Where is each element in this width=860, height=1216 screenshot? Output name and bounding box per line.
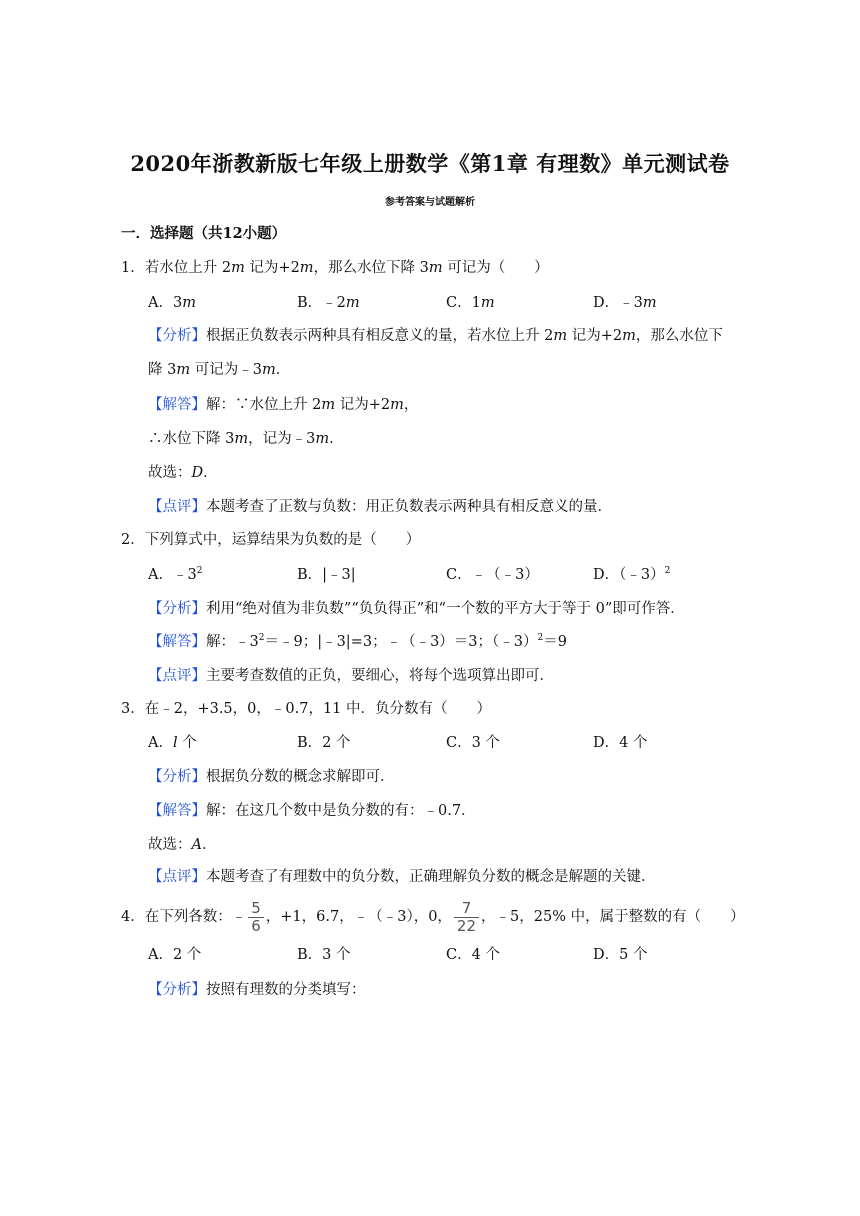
answer-tag: 【解答】: [148, 634, 206, 650]
q1-option-b: B．﹣2m: [297, 295, 360, 311]
analysis-tag: 【分析】: [148, 601, 206, 617]
answer-tag: 【解答】: [148, 803, 206, 819]
q2-option-d: D．（﹣3）$^2$: [593, 566, 671, 583]
q3-option-c: C．3 个: [446, 735, 500, 751]
q1-analysis-line2: 降 3m 可记为﹣3m．: [148, 362, 291, 378]
analysis-tag: 【分析】: [148, 328, 206, 344]
fraction-5-6: $\frac{5}{6}$: [248, 900, 264, 935]
q2-answer: 【解答】解：$﹣3^2=﹣9$；|﹣3|=3；﹣（﹣3）＝3；（﹣3）$^2$＝9: [148, 633, 567, 650]
q2-analysis: 【分析】利用“绝对值为非负数”“负负得正”和“一个数的平方大于等于 0”即可作答．: [148, 601, 685, 617]
q1-comment: 【点评】本题考查了正数与负数：用正负数表示两种具有相反意义的量．: [148, 499, 612, 515]
question-2-stem: 2．下列算式中，运算结果为负数的是（ ）: [121, 532, 421, 548]
q4-option-d: D．5 个: [593, 947, 648, 963]
q2-option-b: B．|﹣3|: [297, 567, 356, 583]
fraction-7-22: $\frac{7}{22}$: [454, 900, 479, 935]
q2-option-c: C．﹣（﹣3）: [446, 567, 539, 583]
q1-option-d: D．﹣3m: [593, 295, 657, 311]
q1-answer-line1: 【解答】解：∵水位上升 2m 记为+2m，: [148, 397, 419, 413]
q1-answer-line2: ∴水位下降 3m，记为﹣3m．: [148, 431, 344, 447]
q4-option-c: C．4 个: [446, 947, 500, 963]
comment-tag: 【点评】: [148, 869, 206, 885]
q2-comment: 【点评】主要考查数值的正负，要细心，将每个选项算出即可．: [148, 668, 554, 684]
question-3-stem: 3．在﹣2，+3.5，0，﹣0.7，11 中．负分数有（ ）: [121, 701, 492, 717]
q3-option-a: A．l 个: [148, 735, 197, 751]
question-1-stem: 1．若水位上升 2m 记为+2m，那么水位下降 3m 可记为（ ）: [121, 260, 549, 276]
q1-option-a: A．3m: [148, 295, 196, 311]
q3-comment: 【点评】本题考查了有理数中的负分数，正确理解负分数的概念是解题的关键．: [148, 869, 656, 885]
q3-answer: 【解答】解：在这几个数中是负分数的有：﹣0.7．: [148, 803, 476, 819]
page-subtitle: 参考答案与试题解析: [385, 197, 475, 208]
section-heading: 一．选择题（共12小题）: [121, 225, 287, 242]
question-4-stem: 4．在下列各数：﹣ $\frac{5}{6}$ ，+1，6.7，﹣（﹣3），0， $\frac{7}{22}$ ，﹣5，25% 中，属于整数的有（ ）: [121, 898, 745, 935]
q1-choice: 故选：D．: [148, 465, 218, 481]
q2-option-a: A．$﹣3^2$: [148, 566, 203, 583]
q3-option-b: B．2 个: [297, 735, 351, 751]
comment-tag: 【点评】: [148, 668, 206, 684]
q3-option-d: D．4 个: [593, 735, 648, 751]
comment-tag: 【点评】: [148, 499, 206, 515]
q1-analysis-line1: 【分析】根据正负数表示两种具有相反意义的量，若水位上升 2m 记为+2m，那么水位下: [148, 328, 723, 344]
analysis-tag: 【分析】: [148, 982, 206, 998]
q3-choice: 故选：A．: [148, 837, 217, 853]
analysis-tag: 【分析】: [148, 769, 206, 785]
q3-analysis: 【分析】根据负分数的概念求解即可．: [148, 769, 395, 785]
q1-option-c: C．1m: [446, 295, 495, 311]
answer-tag: 【解答】: [148, 397, 206, 413]
q4-option-b: B．3 个: [297, 947, 351, 963]
page-title: 2020年浙教新版七年级上册数学《第1章 有理数》单元测试卷: [130, 151, 730, 176]
q4-analysis: 【分析】按照有理数的分类填写：: [148, 982, 366, 998]
q4-option-a: A．2 个: [148, 947, 202, 963]
